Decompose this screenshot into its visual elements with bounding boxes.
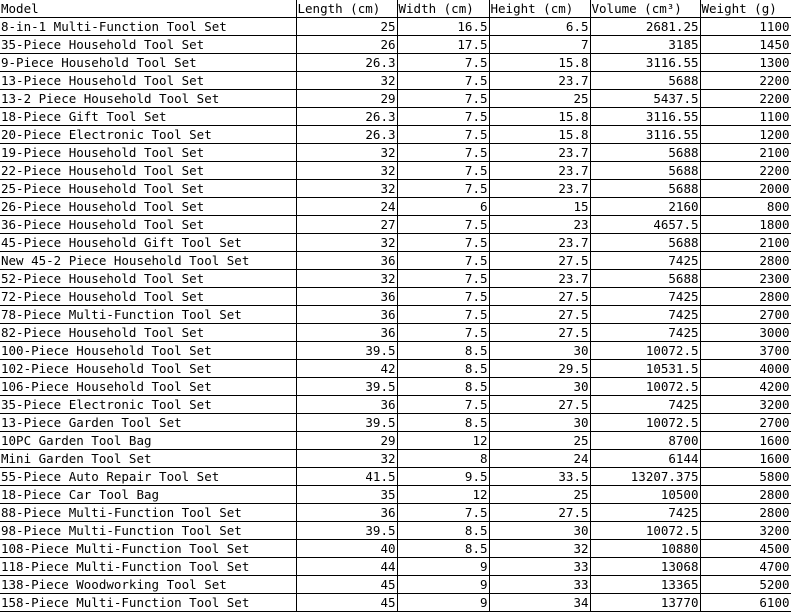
height-cell[interactable]: 27.5 [489,288,590,306]
length-cell[interactable]: 39.5 [296,414,397,432]
volume-cell[interactable]: 8700 [590,432,700,450]
height-cell[interactable]: 23.7 [489,72,590,90]
length-cell[interactable]: 26.3 [296,108,397,126]
table-row [0,576,791,594]
height-cell[interactable]: 23.7 [489,180,590,198]
weight-cell[interactable]: 2800 [700,288,791,306]
volume-cell[interactable]: 3116.55 [590,54,700,72]
width-cell[interactable]: 9.5 [397,468,489,486]
weight-cell[interactable]: 5800 [700,468,791,486]
volume-cell[interactable]: 7425 [590,396,700,414]
height-cell[interactable]: 33 [489,576,590,594]
width-cell[interactable]: 7.5 [397,126,489,144]
width-cell[interactable]: 17.5 [397,36,489,54]
model-cell[interactable]: 98-Piece Multi-Function Tool Set [0,522,296,540]
width-cell[interactable]: 7.5 [397,144,489,162]
width-cell[interactable]: 7.5 [397,504,489,522]
volume-cell[interactable]: 3116.55 [590,126,700,144]
length-cell[interactable]: 26.3 [296,54,397,72]
model-cell[interactable]: 82-Piece Household Tool Set [0,324,296,342]
table-row [0,486,791,504]
weight-cell[interactable]: 1300 [700,54,791,72]
width-cell[interactable]: 7.5 [397,324,489,342]
table-row [0,594,791,612]
model-cell[interactable]: 138-Piece Woodworking Tool Set [0,576,296,594]
width-cell[interactable]: 8.5 [397,360,489,378]
height-cell[interactable]: 23.7 [489,270,590,288]
height-cell[interactable]: 23.7 [489,162,590,180]
model-cell[interactable]: 13-Piece Household Tool Set [0,72,296,90]
volume-cell[interactable]: 13365 [590,576,700,594]
model-cell[interactable]: 45-Piece Household Gift Tool Set [0,234,296,252]
width-cell[interactable]: 7.5 [397,54,489,72]
height-cell[interactable]: 23.7 [489,144,590,162]
volume-cell[interactable]: 6144 [590,450,700,468]
model-cell[interactable]: 78-Piece Multi-Function Tool Set [0,306,296,324]
width-cell[interactable]: 8.5 [397,378,489,396]
weight-cell[interactable]: 2200 [700,90,791,108]
table-row [0,306,791,324]
weight-cell[interactable]: 3000 [700,324,791,342]
length-cell[interactable]: 36 [296,504,397,522]
width-cell[interactable]: 9 [397,558,489,576]
weight-cell[interactable]: 2200 [700,162,791,180]
model-cell[interactable]: 35-Piece Household Tool Set [0,36,296,54]
length-cell[interactable]: 36 [296,396,397,414]
length-cell[interactable]: 32 [296,234,397,252]
height-cell[interactable]: 15 [489,198,590,216]
table-row [0,216,791,234]
length-cell[interactable]: 45 [296,576,397,594]
height-cell[interactable]: 23 [489,216,590,234]
height-cell[interactable]: 6.5 [489,18,590,36]
table-row [0,162,791,180]
weight-cell[interactable]: 2800 [700,252,791,270]
model-cell[interactable]: 18-Piece Car Tool Bag [0,486,296,504]
table-row [0,324,791,342]
width-cell[interactable]: 7.5 [397,306,489,324]
column-header-height[interactable]: Height (cm) [489,0,590,18]
table-row [0,90,791,108]
volume-cell[interactable]: 10072.5 [590,414,700,432]
volume-cell[interactable]: 4657.5 [590,216,700,234]
length-cell[interactable]: 24 [296,198,397,216]
width-cell[interactable]: 7.5 [397,72,489,90]
width-cell[interactable]: 12 [397,486,489,504]
volume-cell[interactable]: 5688 [590,270,700,288]
length-cell[interactable]: 27 [296,216,397,234]
volume-cell[interactable]: 13770 [590,594,700,612]
model-cell[interactable]: 72-Piece Household Tool Set [0,288,296,306]
table-row [0,468,791,486]
weight-cell[interactable]: 1200 [700,126,791,144]
height-cell[interactable]: 32 [489,540,590,558]
weight-cell[interactable]: 3700 [700,342,791,360]
column-header-weight[interactable]: Weight (g) [700,0,791,18]
table-row [0,36,791,54]
table-row [0,432,791,450]
weight-cell[interactable]: 2700 [700,306,791,324]
length-cell[interactable]: 26.3 [296,126,397,144]
weight-cell[interactable]: 2100 [700,144,791,162]
width-cell[interactable]: 8.5 [397,522,489,540]
weight-cell[interactable]: 1100 [700,18,791,36]
width-cell[interactable]: 7.5 [397,288,489,306]
height-cell[interactable]: 30 [489,378,590,396]
column-header-model[interactable]: Model [0,0,296,18]
table-row [0,504,791,522]
model-cell[interactable]: 22-Piece Household Tool Set [0,162,296,180]
weight-cell[interactable]: 4000 [700,360,791,378]
height-cell[interactable]: 7 [489,36,590,54]
width-cell[interactable]: 7.5 [397,270,489,288]
weight-cell[interactable]: 2700 [700,414,791,432]
volume-cell[interactable]: 13068 [590,558,700,576]
model-cell[interactable]: 118-Piece Multi-Function Tool Set [0,558,296,576]
weight-cell[interactable]: 4500 [700,540,791,558]
volume-cell[interactable]: 5688 [590,180,700,198]
height-cell[interactable]: 34 [489,594,590,612]
height-cell[interactable]: 30 [489,342,590,360]
model-cell[interactable]: 10PC Garden Tool Bag [0,432,296,450]
length-cell[interactable]: 32 [296,270,397,288]
width-cell[interactable]: 12 [397,432,489,450]
weight-cell[interactable]: 5200 [700,576,791,594]
height-cell[interactable]: 27.5 [489,252,590,270]
table-row [0,234,791,252]
width-cell[interactable]: 8.5 [397,342,489,360]
length-cell[interactable]: 42 [296,360,397,378]
length-cell[interactable]: 32 [296,144,397,162]
model-cell[interactable]: 100-Piece Household Tool Set [0,342,296,360]
width-cell[interactable]: 7.5 [397,234,489,252]
width-cell[interactable]: 7.5 [397,396,489,414]
model-cell[interactable]: 102-Piece Household Tool Set [0,360,296,378]
model-cell[interactable]: 55-Piece Auto Repair Tool Set [0,468,296,486]
volume-cell[interactable]: 5437.5 [590,90,700,108]
volume-cell[interactable]: 7425 [590,252,700,270]
model-cell[interactable]: 106-Piece Household Tool Set [0,378,296,396]
model-cell[interactable]: 18-Piece Gift Tool Set [0,108,296,126]
model-cell[interactable]: 88-Piece Multi-Function Tool Set [0,504,296,522]
model-cell[interactable]: 13-2 Piece Household Tool Set [0,90,296,108]
table-row [0,540,791,558]
height-cell[interactable]: 25 [489,486,590,504]
volume-cell[interactable]: 10880 [590,540,700,558]
model-cell[interactable]: 9-Piece Household Tool Set [0,54,296,72]
height-cell[interactable]: 27.5 [489,306,590,324]
volume-cell[interactable]: 7425 [590,504,700,522]
volume-cell[interactable]: 13207.375 [590,468,700,486]
volume-cell[interactable]: 5688 [590,144,700,162]
width-cell[interactable]: 8.5 [397,540,489,558]
weight-cell[interactable]: 2000 [700,180,791,198]
volume-cell[interactable]: 7425 [590,324,700,342]
length-cell[interactable]: 35 [296,486,397,504]
model-cell[interactable]: 26-Piece Household Tool Set [0,198,296,216]
width-cell[interactable]: 7.5 [397,90,489,108]
column-header-length[interactable]: Length (cm) [296,0,397,18]
weight-cell[interactable]: 1600 [700,432,791,450]
weight-cell[interactable]: 1450 [700,36,791,54]
width-cell[interactable]: 8.5 [397,414,489,432]
height-cell[interactable]: 33.5 [489,468,590,486]
length-cell[interactable]: 32 [296,180,397,198]
weight-cell[interactable]: 1600 [700,450,791,468]
table-row [0,126,791,144]
table-row [0,252,791,270]
width-cell[interactable]: 9 [397,576,489,594]
length-cell[interactable]: 32 [296,450,397,468]
length-cell[interactable]: 39.5 [296,378,397,396]
model-cell[interactable]: 108-Piece Multi-Function Tool Set [0,540,296,558]
height-cell[interactable]: 25 [489,90,590,108]
model-cell[interactable]: 35-Piece Electronic Tool Set [0,396,296,414]
volume-cell[interactable]: 7425 [590,288,700,306]
height-cell[interactable]: 33 [489,558,590,576]
weight-cell[interactable]: 1800 [700,216,791,234]
height-cell[interactable]: 27.5 [489,396,590,414]
height-cell[interactable]: 25 [489,432,590,450]
model-cell[interactable]: 36-Piece Household Tool Set [0,216,296,234]
weight-cell[interactable]: 2100 [700,234,791,252]
table-row [0,198,791,216]
model-cell[interactable]: New 45-2 Piece Household Tool Set [0,252,296,270]
width-cell[interactable]: 7.5 [397,162,489,180]
height-cell[interactable]: 24 [489,450,590,468]
volume-cell[interactable]: 10500 [590,486,700,504]
volume-cell[interactable]: 3116.55 [590,108,700,126]
width-cell[interactable]: 16.5 [397,18,489,36]
height-cell[interactable]: 27.5 [489,324,590,342]
table-row [0,180,791,198]
weight-cell[interactable]: 800 [700,198,791,216]
height-cell[interactable]: 29.5 [489,360,590,378]
table-row [0,360,791,378]
model-cell[interactable]: 19-Piece Household Tool Set [0,144,296,162]
volume-cell[interactable]: 5688 [590,162,700,180]
length-cell[interactable]: 39.5 [296,522,397,540]
height-cell[interactable]: 30 [489,414,590,432]
volume-cell[interactable]: 5688 [590,72,700,90]
height-cell[interactable]: 27.5 [489,504,590,522]
volume-cell[interactable]: 7425 [590,306,700,324]
weight-cell[interactable]: 4700 [700,558,791,576]
width-cell[interactable]: 6 [397,198,489,216]
table-row [0,396,791,414]
column-header-width[interactable]: Width (cm) [397,0,489,18]
table-row [0,414,791,432]
table-row [0,342,791,360]
height-cell[interactable]: 15.8 [489,108,590,126]
table-row [0,54,791,72]
volume-cell[interactable]: 2681.25 [590,18,700,36]
weight-cell[interactable]: 4200 [700,378,791,396]
table-row [0,18,791,36]
table-row [0,108,791,126]
weight-cell[interactable]: 6100 [700,594,791,612]
table-row [0,558,791,576]
width-cell[interactable]: 7.5 [397,252,489,270]
length-cell[interactable]: 36 [296,252,397,270]
height-cell[interactable]: 23.7 [489,234,590,252]
height-cell[interactable]: 30 [489,522,590,540]
length-cell[interactable]: 25 [296,18,397,36]
volume-cell[interactable]: 10072.5 [590,342,700,360]
length-cell[interactable]: 41.5 [296,468,397,486]
table-row [0,144,791,162]
weight-cell[interactable]: 1100 [700,108,791,126]
length-cell[interactable]: 29 [296,432,397,450]
volume-cell[interactable]: 2160 [590,198,700,216]
width-cell[interactable]: 8 [397,450,489,468]
length-cell[interactable]: 32 [296,72,397,90]
model-cell[interactable]: 25-Piece Household Tool Set [0,180,296,198]
width-cell[interactable]: 7.5 [397,216,489,234]
length-cell[interactable]: 39.5 [296,342,397,360]
length-cell[interactable]: 29 [296,90,397,108]
weight-cell[interactable]: 2800 [700,486,791,504]
table-row [0,378,791,396]
model-cell[interactable]: 52-Piece Household Tool Set [0,270,296,288]
volume-cell[interactable]: 10072.5 [590,378,700,396]
volume-cell[interactable]: 10531.5 [590,360,700,378]
model-cell[interactable]: 20-Piece Electronic Tool Set [0,126,296,144]
volume-cell[interactable]: 5688 [590,234,700,252]
height-cell[interactable]: 15.8 [489,54,590,72]
volume-cell[interactable]: 3185 [590,36,700,54]
table-row [0,270,791,288]
model-cell[interactable]: Mini Garden Tool Set [0,450,296,468]
width-cell[interactable]: 9 [397,594,489,612]
model-cell[interactable]: 13-Piece Garden Tool Set [0,414,296,432]
width-cell[interactable]: 7.5 [397,108,489,126]
length-cell[interactable]: 45 [296,594,397,612]
header-row [0,0,791,18]
table-row [0,72,791,90]
weight-cell[interactable]: 2800 [700,504,791,522]
column-header-volume[interactable]: Volume (cm³) [590,0,700,18]
width-cell[interactable]: 7.5 [397,180,489,198]
volume-cell[interactable]: 10072.5 [590,522,700,540]
length-cell[interactable]: 44 [296,558,397,576]
weight-cell[interactable]: 2200 [700,72,791,90]
model-cell[interactable]: 158-Piece Multi-Function Tool Set [0,594,296,612]
length-cell[interactable]: 36 [296,324,397,342]
weight-cell[interactable]: 3200 [700,396,791,414]
length-cell[interactable]: 40 [296,540,397,558]
length-cell[interactable]: 36 [296,306,397,324]
table-row [0,522,791,540]
length-cell[interactable]: 36 [296,288,397,306]
model-cell[interactable]: 8-in-1 Multi-Function Tool Set [0,18,296,36]
length-cell[interactable]: 32 [296,162,397,180]
height-cell[interactable]: 15.8 [489,126,590,144]
length-cell[interactable]: 26 [296,36,397,54]
weight-cell[interactable]: 2300 [700,270,791,288]
table-row [0,450,791,468]
weight-cell[interactable]: 3200 [700,522,791,540]
table-row [0,288,791,306]
